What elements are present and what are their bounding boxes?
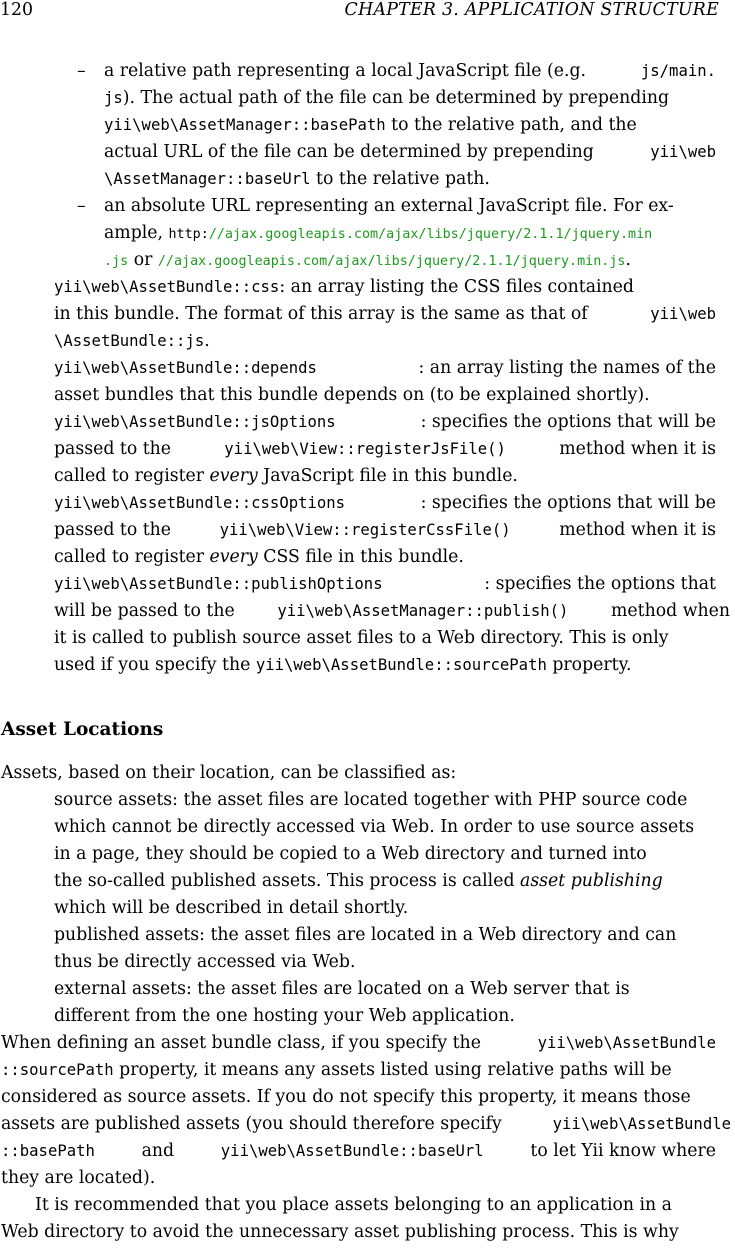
para-define-bundle-line6: they are located). bbox=[1, 1168, 156, 1188]
para-recommendation-line1: It is recommended that you place assets belonging to an application in a bbox=[35, 1195, 672, 1215]
source-assets-line3: in a page, they should be copied to a Web directory and turned into bbox=[54, 844, 647, 864]
prop-css-line3: \AssetBundle::js. bbox=[54, 331, 210, 351]
published-assets-line2: thus be directly accessed via Web. bbox=[54, 952, 356, 972]
prop-jsoptions-line1: yii\web\AssetBundle::jsOptions : specifies the options that will be bbox=[54, 412, 716, 432]
para-recommendation-line2: Web directory to avoid the unnecessary asset publishing process. This is why bbox=[1, 1222, 679, 1242]
section-intro: Assets, based on their location, can be classified as: bbox=[1, 763, 457, 783]
prop-cssoptions-line1: yii\web\AssetBundle::cssOptions : specifies the options that will be bbox=[54, 493, 716, 513]
prop-css-line2: in this bundle. The format of this array is the same as that of yii\web bbox=[54, 304, 716, 324]
prop-publishoptions-line3: it is called to publish source asset files to a Web directory. This is only bbox=[54, 628, 669, 648]
chapter-title: CHAPTER 3. APPLICATION STRUCTURE bbox=[344, 0, 719, 20]
para-define-bundle-line2: ::sourcePath property, it means any assets listed using relative paths will be bbox=[1, 1060, 672, 1080]
source-assets-line2: which cannot be directly accessed via Web. In order to use source assets bbox=[54, 817, 695, 837]
page-number: 120 bbox=[0, 0, 33, 20]
para-define-bundle-line1: When defining an asset bundle class, if you specify the yii\web\AssetBundle bbox=[1, 1033, 716, 1053]
jquery-url-link-2[interactable]: //ajax.googleapis.com/ajax/libs/jquery/2.1.1/jquery.min.js bbox=[157, 254, 626, 269]
prop-publishoptions-line2: will be passed to the yii\web\AssetManager::publish() method when bbox=[54, 601, 730, 621]
prop-jsoptions-line2: passed to the yii\web\View::registerJsFile() method when it is bbox=[54, 439, 716, 459]
code-baseurl: \AssetManager::baseUrl bbox=[104, 170, 311, 188]
jquery-url-link[interactable]: //ajax.googleapis.com/ajax/libs/jquery/2.1.1/jquery.min bbox=[208, 227, 653, 242]
list-item-relative-path-line2: js). The actual path of the file can be determined by prepending bbox=[104, 88, 670, 108]
list-item-relative-path-line1: a relative path representing a local JavaScript file (e.g. js/main. bbox=[104, 58, 716, 85]
published-assets-line1: published assets: the asset files are located in a Web directory and can bbox=[54, 925, 677, 945]
page-header bbox=[0, 0, 735, 24]
section-heading-asset-locations: Asset Locations bbox=[1, 719, 164, 740]
list-item-relative-path-line3: yii\web\AssetManager::basePath to the relative path, and the bbox=[104, 115, 637, 135]
code-js-main: js/main. bbox=[640, 62, 716, 80]
prop-depends-line2: asset bundles that this bundle depends on (to be explained shortly). bbox=[54, 385, 650, 405]
prop-depends-line1: yii\web\AssetBundle::depends : an array listing the names of the bbox=[54, 358, 716, 378]
list-item-absolute-url-line3: .js or //ajax.googleapis.com/ajax/libs/jquery/2.1.1/jquery.min.js. bbox=[104, 250, 631, 270]
para-define-bundle-line3: considered as source assets. If you do not specify this property, it means those bbox=[1, 1087, 691, 1107]
list-dash: – bbox=[77, 196, 86, 216]
prop-publishoptions-line4: used if you specify the yii\web\AssetBundle::sourcePath property. bbox=[54, 655, 632, 675]
source-assets-line4: the so-called published assets. This process is called asset publishing bbox=[54, 871, 663, 891]
para-define-bundle-line4: assets are published assets (you should therefore specify yii\web\AssetBundle bbox=[1, 1114, 731, 1134]
list-item-relative-path-line4: actual URL of the file can be determined by prepending yii\web bbox=[104, 142, 716, 162]
prop-css-line1: yii\web\AssetBundle::css: an array listing the CSS files contained bbox=[54, 277, 634, 297]
source-assets-line5: which will be described in detail shortly. bbox=[54, 898, 409, 918]
external-assets-line2: different from the one hosting your Web application. bbox=[54, 1006, 515, 1026]
source-assets-line1: source assets: the asset files are located together with PHP source code bbox=[54, 790, 688, 810]
prop-cssoptions-line2: passed to the yii\web\View::registerCssFile() method when it is bbox=[54, 520, 716, 540]
para-define-bundle-line5: ::basePath and yii\web\AssetBundle::baseUrl to let Yii know where bbox=[1, 1141, 716, 1161]
list-item-absolute-url-line1: an absolute URL representing an external JavaScript file. For ex- bbox=[104, 196, 674, 216]
list-item-relative-path-line5: \AssetManager::baseUrl to the relative path. bbox=[104, 169, 490, 189]
prop-jsoptions-line3: called to register every JavaScript file in this bundle. bbox=[54, 466, 518, 486]
external-assets-line1: external assets: the asset files are located on a Web server that is bbox=[54, 979, 630, 999]
list-item-absolute-url-line2: ample, http://ajax.googleapis.com/ajax/libs/jquery/2.1.1/jquery.min bbox=[104, 223, 653, 243]
code-basepath: yii\web\AssetManager::basePath bbox=[104, 116, 386, 134]
prop-cssoptions-line3: called to register every CSS file in this bundle. bbox=[54, 547, 464, 567]
list-dash: – bbox=[77, 61, 86, 81]
prop-publishoptions-line1: yii\web\AssetBundle::publishOptions : specifies the options that bbox=[54, 574, 716, 594]
